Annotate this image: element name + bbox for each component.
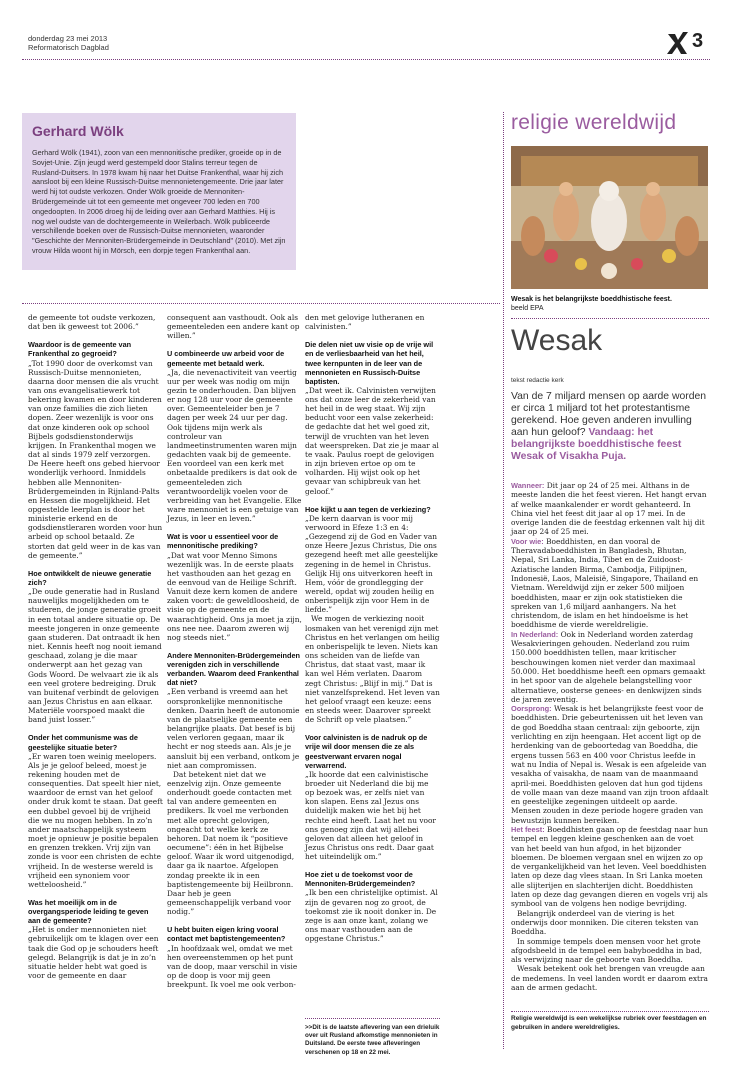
sidebar-paragraph xyxy=(511,704,709,825)
caption-rule xyxy=(511,318,709,319)
bio-text: Gerhard Wölk (1941), zoon van een mennonitische prediker, groeide op in de Sovjet-Unie. Zijn jeugd werd gestempeld door Stalins terreur tegen de Rusland-Duitsers. In 1978 kwam hij naar het Duitse Frankenthal, waar hij zich aansloot bij een kleine Russisch-Duitse mennonietengemeente. Drie jaar later werd hij tot oudste verkozen. Onder Wölk groeide de Mennoniten-Brüdergemeinde uit tot een gemeente met ongeveer 700 leden en 700 ongedoopten. In 2006 droeg hij de leiding over aan Gerhard Matthies. Hij is nog wel oudste van de dochtergemeente in Weilerbach. Wölk publiceerde verschillende boeken over de Russisch-Duitse mennonieten, waaronder "Geschichte der Mennoniten-Brüdergemeinde in Deutschland" (2010). Met zijn vrouw Hilda woont hij in Mörsch, een dorpje tegen Frankenthal aan. xyxy=(32,148,286,255)
paragraph-text: In sommige tempels doen mensen voor het grote afgodsbeeld in de tempel een babyboeddha in bad, als verwijzing naar de geboorte van Boeddha. xyxy=(511,936,702,965)
interview-question: Waardoor is de gemeente van Frankenthal zo gegroeid? xyxy=(28,340,132,359)
paragraph-text: Dit jaar op 24 of 25 mei. Althans in de meeste landen die het feest vieren. Het hangt ervan af welke maankalender er wordt gehanteerd. In China viel het feest dit jaar al op 17 mei. In de overige landen die de feestdag erkennen valt hij dit jaar op 24 of 25 mei. xyxy=(511,481,707,537)
paragraph-text: Wesak is het belangrijkste feest voor de boeddhisten. Drie gebeurtenissen uit het leven van de god Boeddha staan centraal: zijn geboorte, zijn verlichting en zijn heengaan. Het accent ligt op de herdenking van de geboortedag van Boeddha, die ergens tussen 563 en 400 voor Christus leefde in wat nu India of Nepal is. Wesak is een afgeleide van vesakha of vaisakha, de naam van de maanmaand april-mei. Boeddhisten geloven dat hun god tijdens de volle maan van deze maand van zijn troon afdaalt en geestelijke zegeningen uitdeelt op aarde. Mensen zouden in deze periode hogere graden van bewustzijn kunnen bereiken. xyxy=(511,704,709,825)
section-title: religie wereldwijd xyxy=(511,111,677,134)
sidebar-paragraph xyxy=(511,537,709,630)
sidebar-paragraph xyxy=(511,937,709,965)
sidebar-divider xyxy=(503,112,504,1049)
bio-box xyxy=(22,113,296,270)
interview-question: U hebt buiten eigen kring vooral contact met baptistengemeenten? xyxy=(167,925,286,944)
interview-answer: „Er waren toen weinig meelopers. Als je je geloof beleed, moest je rekening houden met de consequenties. Dat speelt hier niet, waardoor de ernst van het geloof onder druk komt te staan. Dat geeft een dubbel gevoel bij de vrijheid die we nu mogen hebben. In zo’n ander maatschappelijk systeem moet je opnieuw je positie bepalen en grenzen trekken. Vrij zijn van zonde is voor een christen de echte vrijheid. In de westerse wereld is vrijheid een synoniem voor wetteloosheid.” xyxy=(28,751,163,889)
interview-question: Andere Mennoniten-Brüdergemeinden verenigden zich in verschillende verbanden. Waarom deed Frankenthal dat niet? xyxy=(167,651,300,688)
caption-text: Wesak is het belangrijkste boeddhistische feest. xyxy=(511,296,672,303)
lead-text: Van de 7 miljard mensen op aarde worden er circa 1 miljard tot het protestantisme gerekend. Hoe geven anderen invulling aan hun geloof? xyxy=(511,391,707,439)
interview-answer: „De kern daarvan is voor mij verwoord in Efeze 1:3 en 4: „Gezegend zij de God en Vader van onze Heere Jezus Christus, Die ons gezegend heeft met alle geestelijke zegening in de hemel in Christus. Gelijk Hij ons uitverkoren heeft in Hem, vóór de grondlegging der wereld, opdat wij zouden heilig en onberispelijk zijn voor Hem in de liefde.” xyxy=(305,513,438,615)
paragraph-text: Boeddhisten gaan op de feestdag naar hun tempel en leggen kleine geschenken aan de voet van het beeld van hun afgod, in het bijzonder bloemen. De bloemen vergaan snel en wijzen zo op de vergankelijkheid van het leven. Veel boeddhisten laten op deze dag vlees staan. In Sri Lanka moeten alle slijterijen en slachterijen dicht. Boeddhisten laten op deze dag gevangen dieren en vogels vrij als symbool van de volgens hen nodige bevrijding. xyxy=(511,824,708,909)
photo-credit: beeld EPA xyxy=(511,305,544,312)
buddha-statues-image xyxy=(511,146,708,289)
masthead-info xyxy=(28,34,109,52)
interview-answer: „Tot 1990 door de overkomst van Russisch-Duitse mennonieten, daarna door mensen die als vrucht van ons evangelisatiewerk tot bekering kwamen en door kinderen van onze families die zich lieten dopen. Zeer wezenlijk is voor ons dat onze kinderen ook op school Bijbels godsdienstonderwijs krijgen. In Frankenthal mogen we dat al sinds 1979 zelf verzorgen. De Heere heeft ons gebed hiervoor wonderlijk verhoord. Inmiddels hebben alle Mennoniten-Brüdergemeinden in Rijnland-Palts en Hessen die mogelijkheid. Het opgestelde leerplan is door het ministerie erkend en de godsdienstleraren worden voor hun arbeid op school betaald. Ze storten dat geld weer in de kas van de gemeente.” xyxy=(28,358,163,560)
paragraph-text: Wesak betekent ook het brengen van vreugde aan de medemens. In veel landen wordt er daarom extra aan de armen gedacht. xyxy=(511,964,708,993)
interview-answer: „Ik hoorde dat een calvinistische broeder uit Nederland die bij me op bezoek was, er zelfs niet van kon slapen. Eens zal Jezus ons duidelijk maken wie het bij het rechte eind heeft. Laat het nu voor ons genoeg zijn dat wij allebei geloven dat alleen het geloof in Jezus Christus ons redt. Daar gaat het uiteindelijk om.” xyxy=(305,769,436,862)
article-column-2 xyxy=(167,313,302,989)
sidebar-paragraph xyxy=(511,481,709,537)
interview-answer: „Dat weet ik. Calvinisten verwijten ons dat onze leer de zekerheid van het heil in de weg staat. Wij zijn beducht voor een valse zekerheid: de gedachte dat het wel goed zit, terwijl de vruchten van het leven dat weerspreken. Dat zie je maar al te vaak. Paulus roept de gelovigen in zijn brieven ertoe op om te volharden. Hij wijst ook op het gevaar van schipbreuk van het geloof.” xyxy=(305,385,439,496)
interview-question: Was het moeilijk om in de overgangsperiode leiding te geven aan de gemeente? xyxy=(28,898,149,926)
lead-highlight: Vandaag: het belangrijkste boeddhistische feest Wesak of Visakha Puja. xyxy=(511,427,682,463)
paragraph-label: Wanneer: xyxy=(511,481,545,490)
sidebar-paragraph xyxy=(511,825,709,909)
paragraph-text: Belangrijk onderdeel van de viering is het onderwijs door monniken. Die citeren teksten van Boeddha. xyxy=(511,908,699,937)
interview-question: U combineerde uw arbeid voor de gemeente met betaald werk. xyxy=(167,349,285,368)
article-rule xyxy=(22,303,500,304)
interview-answer: den met gelovige lutheranen en calvinisten.” xyxy=(305,313,425,332)
interview-question: Hoe ontwikkelt de nieuwe generatie zich? xyxy=(28,568,152,588)
paragraph-label: Het feest: xyxy=(511,824,545,834)
sidebar-paragraph xyxy=(511,909,709,937)
issue-date: donderdag 23 mei 2013 xyxy=(28,34,108,43)
paragraph-label: Voor wie: xyxy=(511,536,544,546)
interview-answer: de gemeente tot oudste verkozen, dat ben ik geweest tot 2006.” xyxy=(28,313,156,332)
interview-answer: Dat betekent niet dat we eenzelvig zijn. Onze gemeente onderhoudt goede contacten met tal van andere gemeenten en predikers. Ik voel me verbonden met alle oprecht gelovigen, ongeacht tot welke kerk ze behoren. Dat noem ik “positieve oecumene”: één in het Bijbelse geloof. Waar ik word uitgenodigd, daar ga ik naartoe. Afgelopen zondag preekte ik in een baptistengemeente bij Heilbronn. Daar heb je geen gemeenschappelijk verband voor nodig.” xyxy=(167,769,295,917)
paragraph-text: Ook in Nederland worden zaterdag Wesakvieringen gehouden. Nederland zou ruim 150.000 boeddhisten tellen, maar kritischer beschouwingen komen niet verder dan maximaal 50.000. Het boeddhisme heeft een opmars gemaakt in het spoor van de algehele belangstelling voor alternatieve, oosterse genees- en denkwijzen sinds de jaren zeventig. xyxy=(511,629,706,704)
interview-question: Onder het communisme was de geestelijke situatie beter? xyxy=(28,733,138,752)
temple-photo xyxy=(511,146,708,289)
interview-question: Voor calvinisten is de nadruk op de vrije wil door mensen die ze als geestverwant ervaren nogal verwarrend. xyxy=(305,733,428,770)
interview-question: Die delen niet uw visie op de vrije wil en de verliesbaarheid van het heil, twee kernpunten in de leer van de mennonieten en Russisch-Duitse baptisten. xyxy=(305,340,434,386)
sidebar-paragraph xyxy=(511,630,709,704)
interview-answer: consequent aan vasthoudt. Ook als gemeenteleden een andere kant op willen.” xyxy=(167,313,300,341)
article-column-3 xyxy=(305,313,440,943)
bio-name: Gerhard Wölk xyxy=(32,123,124,139)
interview-answer: We mogen de verkiezing nooit losmaken van het verenigd zijn met Christus en het verlangen om heilig en onberispelijk te leven. Niets kan ons scheiden van de liefde van Christus, dat staat vast, maar ik kan wel Hém verlaten. Daarom zegt Christus: „Blijf in mij.” Dat is niet vanzelfsprekend. Het leven van het geloof vraagt een keuze: eens en steeds weer. Daarover spreekt de Schrift op vele plaatsen.” xyxy=(305,614,440,725)
newspaper-logo-icon xyxy=(665,30,691,56)
interview-answer: „Ik ben een christelijke optimist. Al zijn de gevaren nog zo groot, de toekomst zie ik nooit donker in. De zege is aan onze kant, zolang we ons maar vasthouden aan de opgestane Christus.” xyxy=(305,888,438,944)
paragraph-label: In Nederland: xyxy=(511,629,559,639)
interview-question: Wat is voor u essentieel voor de mennonitische prediking? xyxy=(167,532,279,551)
header-rule xyxy=(22,59,710,60)
article-column-1 xyxy=(28,313,163,980)
paragraph-text: Boeddhisten, en dan vooral de Theravadaboeddhisten in Bangladesh, Bhutan, Nepal, Sri Lanka, India, Tibet en de Zuidoost-Aziatische landen Birma, Cambodja, Filipijnen, Indonesië, Laos, Maleisië, Singapore, Thailand en Vietnam. Wereldwijd zijn er zeker 500 miljoen boeddhisten, maar er zijn ook statistieken die spreken van 1,6 miljard aanhangers. Na het christendom, de islam en het hindoeïsme is het boeddhisme de vierde wereldreligie. xyxy=(511,536,699,630)
interview-answer: „Een verband is vreemd aan het oorspronkelijke mennonitische denken. Daarin heeft de autonomie van de plaatselijke gemeente een belangrijke plaats. Dat besef is bij velen verloren gegaan, maar ik hecht er nog steeds aan. Als je je aansluit bij een verband, ontkom je niet aan compromissen. xyxy=(167,687,300,770)
page-number: 3 xyxy=(692,30,704,52)
sidebar-byline: tekst redactie kerk xyxy=(511,377,564,384)
sidebar-lead xyxy=(511,391,709,464)
sidebar-body xyxy=(511,481,709,992)
interview-answer: „Het is onder mennonieten niet gebruikelijk om te klagen over een taak die God op je schouders heeft gelegd. Belangrijk is dat je in zo’n situatie helder hebt wat goed is voor de gemeente en daar xyxy=(28,925,159,981)
interview-answer: „Dat wat voor Menno Simons wezenlijk was. In de eerste plaats het vasthouden aan het gezag en de eenvoud van de Heilige Schrift. Vanuit deze kern komen de andere zaken voort: de geweldloosheid, de visie op de gemeente en de waarachtigheid. Ons ja moet ja zijn, ons nee nee. Daarom zweren wij nog steeds niet.” xyxy=(167,550,302,642)
newspaper-name: Reformatorisch Dagblad xyxy=(28,43,109,52)
photo-caption xyxy=(511,295,708,313)
sidebar-headline: Wesak xyxy=(511,324,603,357)
rubric-note: Religie wereldwijd is een wekelijkse rubriek over feestdagen en gebruiken in andere wereldreligies. xyxy=(511,1015,707,1031)
paragraph-label: Oorsprong: xyxy=(511,704,552,714)
interview-question: Hoe ziet u de toekomst voor de Mennoniten-Brüdergemeinden? xyxy=(305,870,416,889)
interview-question: Hoe kijkt u aan tegen de verkiezing? xyxy=(305,504,431,514)
series-note: >>Dit is de laatste aflevering van een drieluik over uit Rusland afkomstige mennonieten in Duitsland. De eerste twee afleveringen verschenen op 18 en 22 mei. xyxy=(305,1024,440,1056)
interview-answer: „In hoofdzaak wel, omdat we met hen overeenstemmen op het punt van de doop, maar verschil in visie op de doop is voor mij geen breekpunt. Ik voel me ook verbon- xyxy=(167,943,298,990)
interview-answer: „Ja, die nevenactiviteit van veertig uur per week was nodig om mijn gezin te onderhouden. Dan blijven er nog 128 uur voor de gemeente over. Gemeenteleider ben je 7 dagen per week 24 uur per dag. Ook tijdens mijn werk als controleur van landmeetinstrumenten waren mijn gedachten vaak bij de gemeente. Een voordeel van een kerk met onbetaalde predikers is dat ook de gemeenteleden zich verantwoordelijk voelen voor de verbreiding van het Evangelie. Elke ware mennoniet is een getuige van Jezus, in leer en leven.” xyxy=(167,367,302,524)
interview-answer: „De oude generatie had in Rusland nauwelijks mogelijkheden om te studeren, de jonge generatie groeit in een totaal andere situatie op. De meeste jongeren in onze gemeente gaan studeren. Dat ontraadt ik hen niet. Kennis heeft nog nooit iemand geschaad, zolang je die maar onderwerpt aan het gezag van Gods Woord. De welvaart zie ik als een veel grotere bedreiging. Druk van buitenaf verbindt de gelovigen aan Jezus Christus en aan elkaar. Materiële voorspoed maakt die band juist losser.” xyxy=(28,587,162,725)
sidebar-paragraph xyxy=(511,964,709,992)
note-rule xyxy=(305,1018,440,1019)
footer-rule xyxy=(511,1011,709,1012)
